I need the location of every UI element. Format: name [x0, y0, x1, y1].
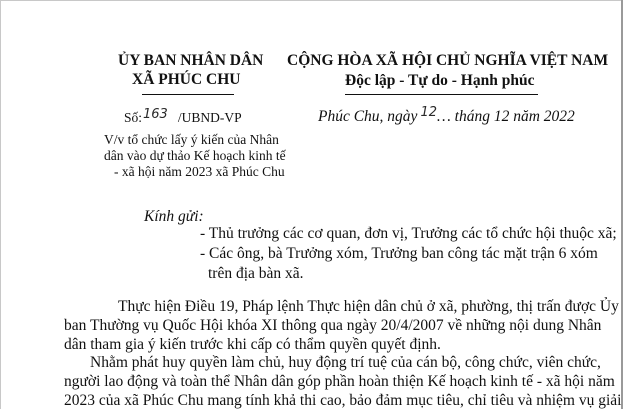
recipient-line3: trên địa bàn xã.: [208, 265, 304, 282]
number-handwritten: 163: [143, 107, 168, 122]
paragraph1-line2: ban Thường vụ Quốc Hội khóa XI thông qua ngày 20/4/2007 về những nội dung Nhân: [64, 317, 602, 334]
recipient-line1: - Thủ trưởng các cơ quan, đơn vị, Trưởng các tổ chức hội thuộc xã;: [200, 225, 617, 242]
paragraph2-line3: 2023 của xã Phúc Chu mang tính khả thi cao, bảo đảm mục tiêu, chỉ tiêu và nhiệm vụ giải: [64, 392, 622, 409]
date-day-handwritten: 12: [420, 105, 437, 120]
agency-underline: [142, 94, 234, 95]
page-border-left: [0, 0, 1, 409]
national-motto: Độc lập - Tự do - Hạnh phúc: [345, 72, 535, 89]
page-border-top: [0, 0, 623, 1]
number-prefix: Số:: [124, 110, 143, 125]
number-suffix: /UBND-VP: [177, 110, 242, 125]
document-number: [124, 107, 242, 126]
salutation: Kính gửi:: [144, 208, 204, 225]
paragraph2-line2: người lao động và toàn thể Nhân dân góp phần hoàn thiện Kế hoạch kinh tế - xã hội năm: [64, 373, 615, 390]
paragraph1-line1: Thực hiện Điều 19, Pháp lệnh Thực hiện dân chủ ở xã, phường, thị trấn được Ủy: [118, 298, 619, 315]
paragraph1-line3: dân tham gia ý kiến trước khi cấp có thẩm quyền quyết định.: [64, 336, 441, 353]
agency-name-line1: ỦY BAN NHÂN DÂN: [118, 52, 264, 69]
subject-line1: V/v tổ chức lấy ý kiến của Nhân: [104, 132, 279, 147]
date-suffix: … tháng 12 năm 2022: [437, 108, 575, 125]
subject-line2: dân vào dự thảo Kế hoạch kinh tế: [104, 148, 286, 163]
nation-title: CỘNG HÒA XÃ HỘI CHỦ NGHĨA VIỆT NAM: [287, 52, 609, 69]
date-line: [318, 105, 575, 126]
subject-line3: - xã hội năm 2023 xã Phúc Chu: [114, 164, 285, 179]
recipient-line2: - Các ông, bà Trưởng xóm, Trưởng ban công tác mặt trận 6 xóm: [200, 245, 598, 262]
motto-underline: [345, 94, 538, 95]
agency-name-line2: XÃ PHÚC CHU: [132, 71, 241, 88]
date-prefix: Phúc Chu, ngày: [318, 108, 418, 125]
paragraph2-line1: Nhằm phát huy quyền làm chủ, huy động trí tuệ của cán bộ, công chức, viên chức,: [90, 354, 601, 371]
